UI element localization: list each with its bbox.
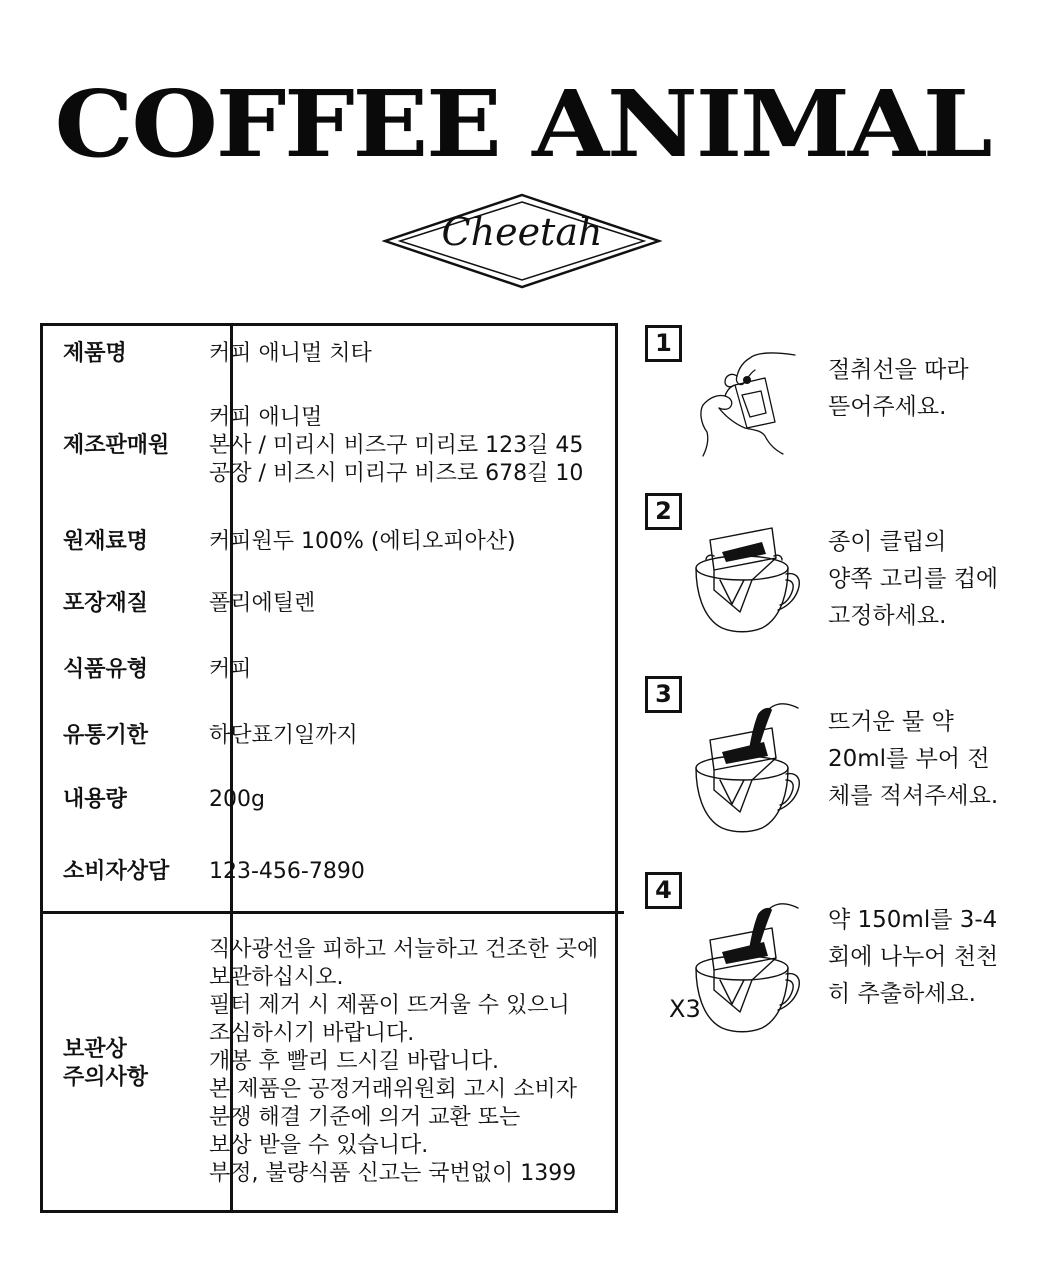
step-text-2: 종이 클립의 양쪽 고리를 컵에 고정하세요. <box>828 529 999 629</box>
product-info-table <box>40 323 618 1213</box>
row-value-caution: 직사광선을 피하고 서늘하고 건조한 곳에 보관하십시오. 필터 제거 시 제품이 뜨거울 수 있으니 조심하시기 바랍니다. 개봉 후 빨리 드시길 바랍니다. 본 제품은 공정거래위원회 고시 소비자 분쟁 해결 기준에 의거 교환 또는 보상 받을 수 있습니다. 부정, 불량식품 신고는 국번없이 1399 <box>209 937 599 1186</box>
row-value-packaging: 폴리에틸렌 <box>209 591 316 616</box>
row-label-packaging: 포장재질 <box>63 591 149 616</box>
row-label-customer-service: 소비자상담 <box>63 859 170 884</box>
row-label-product-name: 제품명 <box>63 341 127 366</box>
row-value-product-name: 커피 애니멀 치타 <box>209 341 372 366</box>
row-label-expiry: 유통기한 <box>63 723 149 748</box>
row-value-expiry: 하단표기일까지 <box>209 723 358 748</box>
tear-packet-icon <box>695 350 805 460</box>
row-label-net-weight: 내용량 <box>63 787 127 812</box>
step-number-3: 3 <box>645 676 682 713</box>
row-value-ingredients: 커피원두 100% (에티오피아산) <box>209 529 516 554</box>
row-value-manufacturer: 커피 애니멀 본사 / 미리시 비즈구 미리로 123길 45 공장 / 비즈시 미리구 비즈로 678길 10 <box>209 405 584 486</box>
step-number-1: 1 <box>645 325 682 362</box>
step-text-4: 약 150ml를 3-4 회에 나누어 천천 히 추출하세요. <box>828 907 999 1007</box>
row-value-net-weight: 200g <box>209 787 265 812</box>
dripbag-on-cup-icon <box>692 520 804 635</box>
repeat-count-label: X3 <box>669 995 701 1023</box>
row-label-manufacturer: 제조판매원 <box>63 433 170 458</box>
variant-label: Cheetah <box>441 210 603 254</box>
pour-water-repeat-icon <box>692 900 804 1035</box>
table-divider-horizontal <box>40 911 624 914</box>
row-label-caution: 보관상 주의사항 <box>63 1037 149 1090</box>
row-label-food-type: 식품유형 <box>63 657 149 682</box>
brand-title: COFFEE ANIMAL <box>54 70 991 178</box>
row-value-customer-service: 123-456-7890 <box>209 859 365 884</box>
pour-water-icon <box>692 700 804 835</box>
row-value-food-type: 커피 <box>209 657 252 682</box>
step-text-3: 뜨거운 물 약 20ml를 부어 전 체를 적셔주세요. <box>828 709 999 809</box>
step-text-1: 절취선을 따라 뜯어주세요. <box>828 357 969 420</box>
step-number-2: 2 <box>645 493 682 530</box>
step-number-4: 4 <box>645 872 682 909</box>
row-label-ingredients: 원재료명 <box>63 529 149 554</box>
